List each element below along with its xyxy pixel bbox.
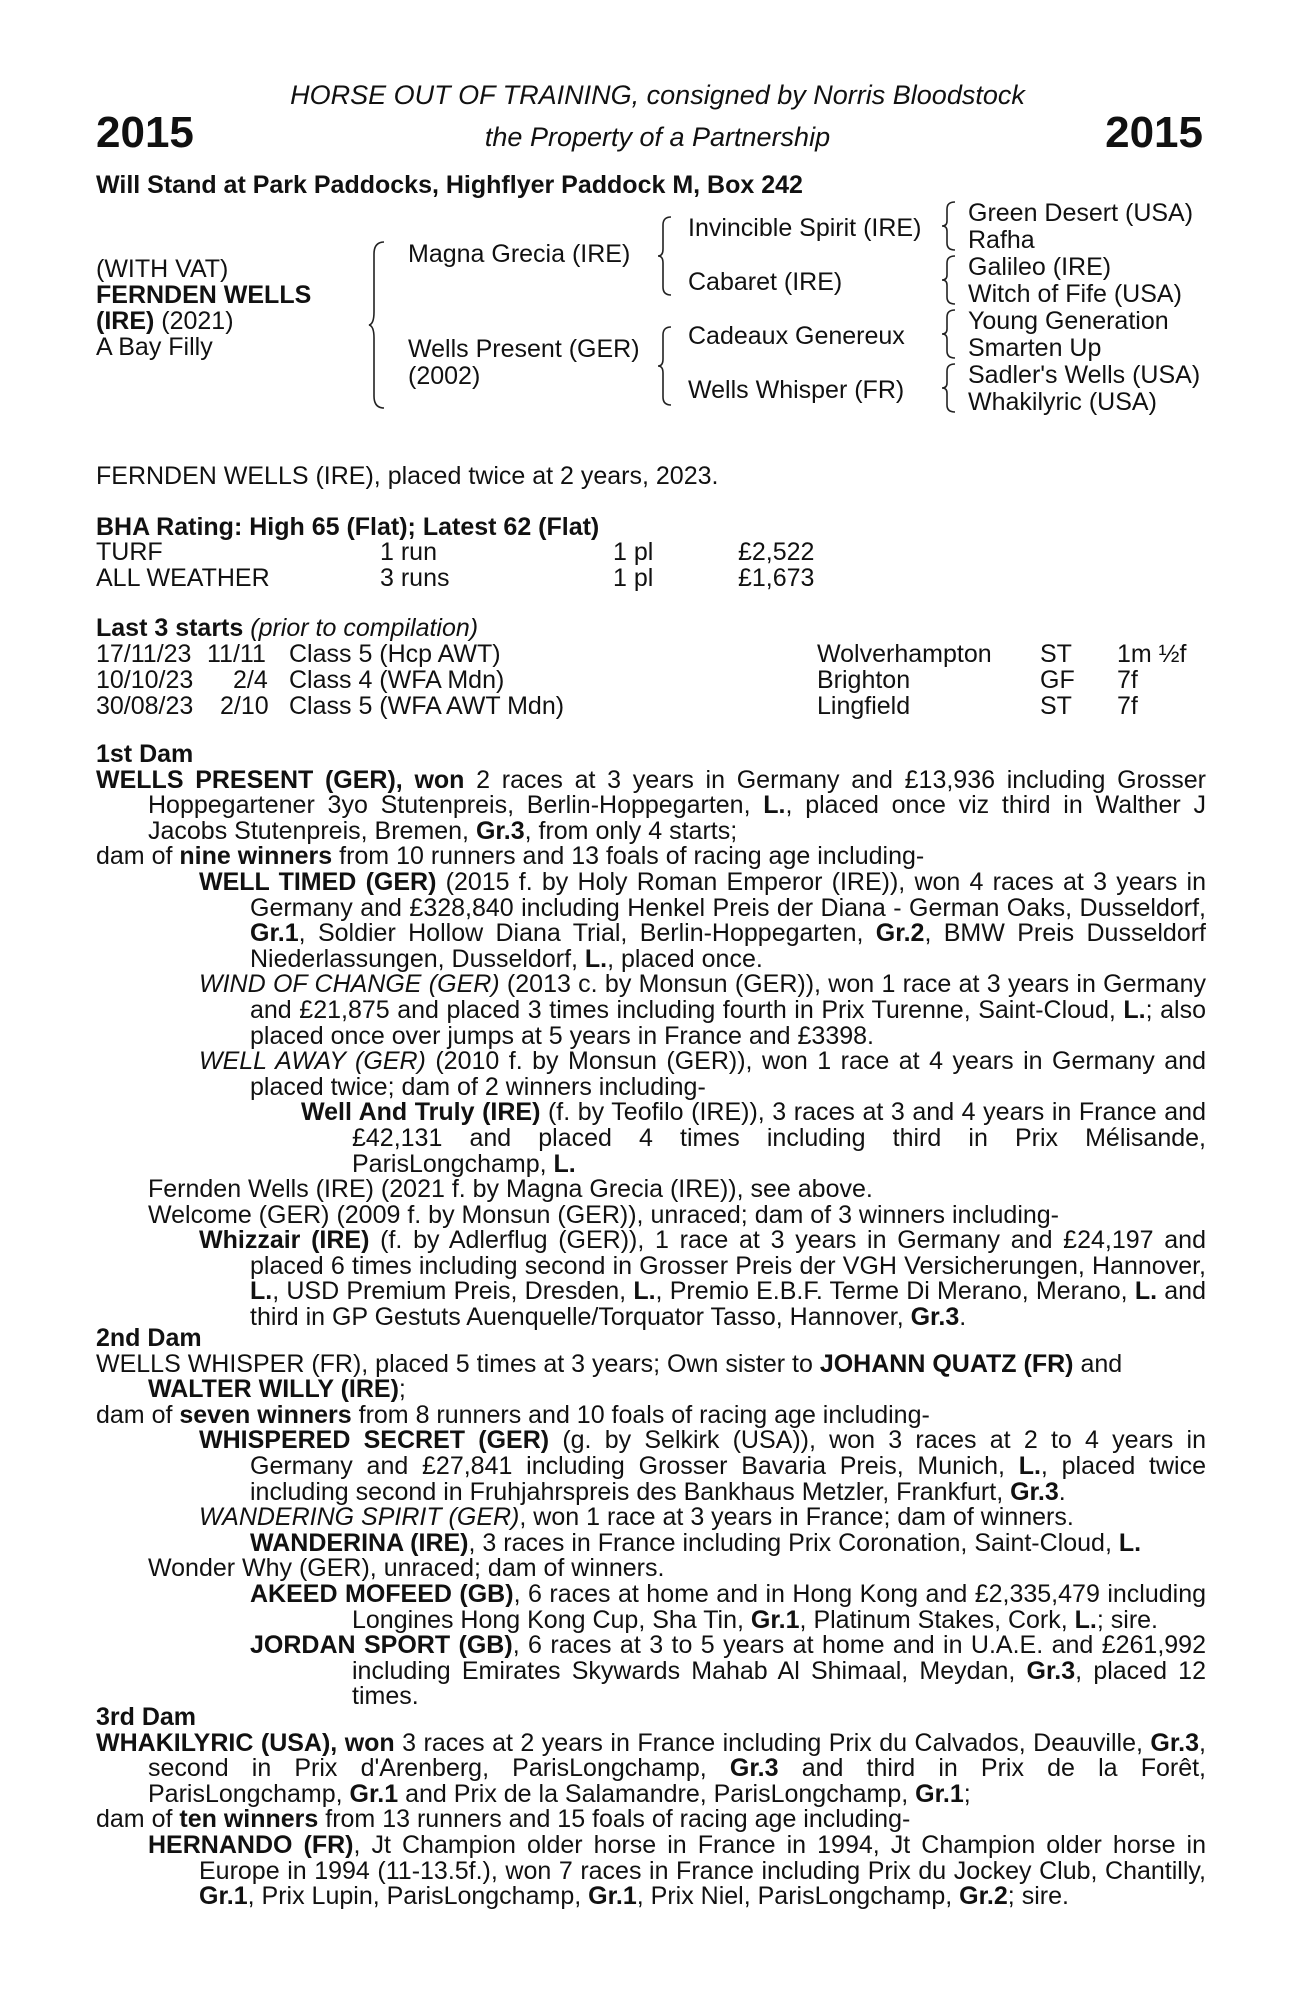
start-date: 30/08/23 — [96, 692, 194, 720]
pedigree-dds: Sadler's Wells (USA) — [968, 361, 1201, 389]
section-heading: 2nd Dam — [96, 1324, 202, 1352]
pedigree-sss: Green Desert (USA) — [968, 199, 1194, 227]
pedigree-ddd: Whakilyric (USA) — [968, 388, 1157, 416]
consignor-line: HORSE OUT OF TRAINING, consigned by Norris Bloodstock — [290, 80, 1025, 110]
pedigree-brace-gen3-3 — [941, 308, 957, 360]
rating-surface: ALL WEATHER — [96, 564, 270, 592]
pedigree-dam-sire: Cadeaux Genereux — [688, 322, 905, 350]
rating-earnings: £2,522 — [738, 538, 815, 566]
start-course: Wolverhampton — [817, 640, 992, 668]
pedigree-dsd: Smarten Up — [968, 334, 1102, 362]
last-starts-note: (prior to compilation) — [250, 614, 479, 642]
second-dam-section — [96, 1326, 1206, 1710]
start-distance: 7f — [1117, 692, 1138, 720]
pedigree-sire: Magna Grecia (IRE) — [408, 240, 631, 268]
start-position: 2/10 — [220, 692, 269, 720]
produce-entry: WHISPERED SECRET (GER) (g. by Selkirk (USA)), won 3 races at 2 to 4 years in Germany and £27,841 including Grosser Bavaria Preis, Munich, L., placed twice including second in Fruhjahrspreis des Bankhaus Metzler, Frankfurt, Gr.3. — [199, 1426, 1206, 1506]
pedigree-sire-dam: Cabaret (IRE) — [688, 268, 843, 296]
pedigree-sire-sire: Invincible Spirit (IRE) — [688, 214, 922, 242]
produce-entry: Welcome (GER) (2009 f. by Monsun (GER)), unraced; dam of 3 winners including- — [148, 1200, 1060, 1229]
produce-entry: WELL TIMED (GER) (2015 f. by Holy Roman Emperor (IRE)), won 4 races at 3 years in Germany and £328,840 including Henkel Preis der Diana - German Oaks, Dusseldorf, Gr.1, Soldier Hollow Diana Trial, Berlin-Hoppegarten, Gr.2, BMW Preis Dusseldorf Niederlassungen, Dusseldorf, L., placed once. — [199, 867, 1207, 973]
pedigree-sdd: Witch of Fife (USA) — [968, 280, 1182, 308]
start-distance: 1m ½f — [1117, 640, 1187, 668]
dam-record: WELLS WHISPER (FR), placed 5 times at 3 years; Own sister to JOHANN QUATZ (FR) and WALTER WILLY (IRE); — [96, 1349, 1123, 1404]
rating-runs: 3 runs — [380, 564, 450, 592]
pedigree-dam-year: (2002) — [408, 362, 481, 390]
pedigree-brace-main — [368, 240, 388, 410]
pedigree-brace-gen3-2 — [941, 254, 957, 306]
produce-entry: Whizzair (IRE) (f. by Adlerflug (GER)), 1 race at 3 years in Germany and £24,197 and placed 6 times including second in Grosser Preis der VGH Versicherungen, Hannover, L., USD Premium Preis, Dresden, L., Premio E.B.F. Terme Di Merano, Merano, L. and third in GP Gestuts Auenquelle/Torquator Tasso, Hannover, Gr.3. — [199, 1226, 1206, 1332]
produce-entry: Well And Truly (IRE) (f. by Teofilo (IRE)), 3 races at 3 and 4 years in France and £42,131 and placed 4 times including third in Prix Mélisande, ParisLongchamp, L. — [301, 1098, 1206, 1178]
horse-description: A Bay Filly — [96, 333, 213, 361]
produce-entry: AKEED MOFEED (GB), 6 races at home and in Hong Kong and £2,335,479 including Longines Hong Kong Cup, Sha Tin, Gr.1, Platinum Stakes, Cork, L.; sire. — [250, 1579, 1207, 1634]
pedigree-dss: Young Generation — [968, 307, 1169, 335]
pedigree-ssd: Rafha — [968, 226, 1035, 254]
pedigree-dam: Wells Present (GER) — [408, 335, 640, 363]
rating-placed: 1 pl — [613, 564, 654, 592]
horse-year: (2021) — [154, 307, 234, 335]
last-starts-title: Last 3 starts — [96, 614, 244, 642]
property-line: the Property of a Partnership — [484, 122, 831, 152]
start-date: 17/11/23 — [96, 640, 192, 668]
pedigree-brace-gen3-1 — [941, 200, 957, 252]
pedigree-brace-gen3-4 — [941, 362, 957, 414]
dam-record: WELLS PRESENT (GER), won 2 races at 3 years in Germany and £13,936 including Grosser Hoppegartener 3yo Stutenpreis, Berlin-Hoppegarten, L., placed once viz third in Walther J Jacobs Stutenpreis, Bremen, Gr.3, from only 4 starts; — [96, 765, 1206, 845]
third-dam-section — [96, 1705, 1206, 1910]
start-going: GF — [1040, 666, 1075, 694]
section-heading: 1st Dam — [96, 740, 194, 768]
pedigree-brace-sire — [657, 215, 673, 297]
dam-produce-summary: dam of seven winners from 8 runners and 10 foals of racing age including- — [96, 1400, 930, 1429]
rating-placed: 1 pl — [613, 538, 654, 566]
start-date: 10/10/23 — [96, 666, 194, 694]
produce-entry: HERNANDO (FR), Jt Champion older horse in France in 1994, Jt Champion older horse in Europe in 1994 (11-13.5f.), won 7 races in France including Prix du Jockey Club, Chantilly, Gr.1, Prix Lupin, ParisLongchamp, Gr.1, Prix Niel, ParisLongchamp, Gr.2; sire. — [148, 1830, 1206, 1911]
lot-number-right: 2015 — [1105, 108, 1203, 157]
dam-produce-summary: dam of nine winners from 10 runners and 13 foals of racing age including- — [96, 842, 925, 871]
dam-produce-summary: dam of ten winners from 13 runners and 15 foals of racing age including- — [96, 1805, 911, 1834]
rating-runs: 1 run — [380, 538, 437, 566]
horse-name: FERNDEN WELLS — [96, 281, 312, 309]
start-race: Class 4 (WFA Mdn) — [289, 666, 505, 694]
start-distance: 7f — [1117, 666, 1138, 694]
produce-entry: WANDERINA (IRE), 3 races in France including Prix Coronation, Saint-Cloud, L. — [250, 1528, 1142, 1557]
pedigree-dam-dam: Wells Whisper (FR) — [688, 376, 905, 404]
horse-country: (IRE) — [96, 307, 155, 335]
rating-surface: TURF — [96, 538, 163, 566]
pedigree-sds: Galileo (IRE) — [968, 253, 1112, 281]
first-dam-section — [96, 742, 1206, 1331]
section-heading: 3rd Dam — [96, 1703, 197, 1731]
produce-entry: JORDAN SPORT (GB), 6 races at 3 to 5 years at home and in U.A.E. and £261,992 including Emirates Skywards Mahab Al Shimaal, Meydan, Gr.3, placed 12 times. — [250, 1631, 1206, 1711]
pedigree-brace-dam — [657, 325, 673, 407]
start-going: ST — [1040, 692, 1072, 720]
start-course: Lingfield — [817, 692, 911, 720]
horse-origin-year — [96, 309, 234, 335]
vat-note: (WITH VAT) — [96, 255, 229, 283]
dam-record: WHAKILYRIC (USA), won 3 races at 2 years in France including Prix du Calvados, Deauville, Gr.3, second in Prix d'Arenberg, ParisLongchamp, Gr.3 and third in Prix de la Forêt, ParisLongchamp, Gr.1 and Prix de la Salamandre, ParisLongchamp, Gr.1; — [96, 1728, 1206, 1808]
lot-number-left: 2015 — [96, 108, 194, 157]
start-position: 11/11 — [207, 640, 266, 668]
stand-location: Will Stand at Park Paddocks, Highflyer Paddock M, Box 242 — [96, 171, 803, 199]
produce-entry: Fernden Wells (IRE) (2021 f. by Magna Grecia (IRE)), see above. — [148, 1175, 873, 1204]
start-race: Class 5 (WFA AWT Mdn) — [289, 692, 565, 720]
start-going: ST — [1040, 640, 1072, 668]
start-race: Class 5 (Hcp AWT) — [289, 640, 501, 668]
produce-entry: WANDERING SPIRIT (GER), won 1 race at 3 years in France; dam of winners. — [199, 1503, 1074, 1532]
rating-earnings: £1,673 — [738, 564, 815, 592]
start-position: 2/4 — [233, 666, 268, 694]
race-summary: FERNDEN WELLS (IRE), placed twice at 2 years, 2023. — [96, 462, 719, 490]
produce-entry: WELL AWAY (GER) (2010 f. by Monsun (GER)), won 1 race at 4 years in Germany and placed twice; dam of 2 winners including- — [199, 1047, 1206, 1101]
bha-rating-title: BHA Rating: High 65 (Flat); Latest 62 (Flat) — [96, 513, 600, 541]
start-course: Brighton — [817, 666, 911, 694]
produce-entry: WIND OF CHANGE (GER) (2013 c. by Monsun (GER)), won 1 race at 3 years in Germany and £21,875 and placed 3 times including fourth in Prix Turenne, Saint-Cloud, L.; also placed once over jumps at 5 years in France and £3398. — [199, 970, 1206, 1050]
produce-entry: Wonder Why (GER), unraced; dam of winners. — [148, 1554, 665, 1583]
last-starts-heading — [96, 616, 478, 642]
